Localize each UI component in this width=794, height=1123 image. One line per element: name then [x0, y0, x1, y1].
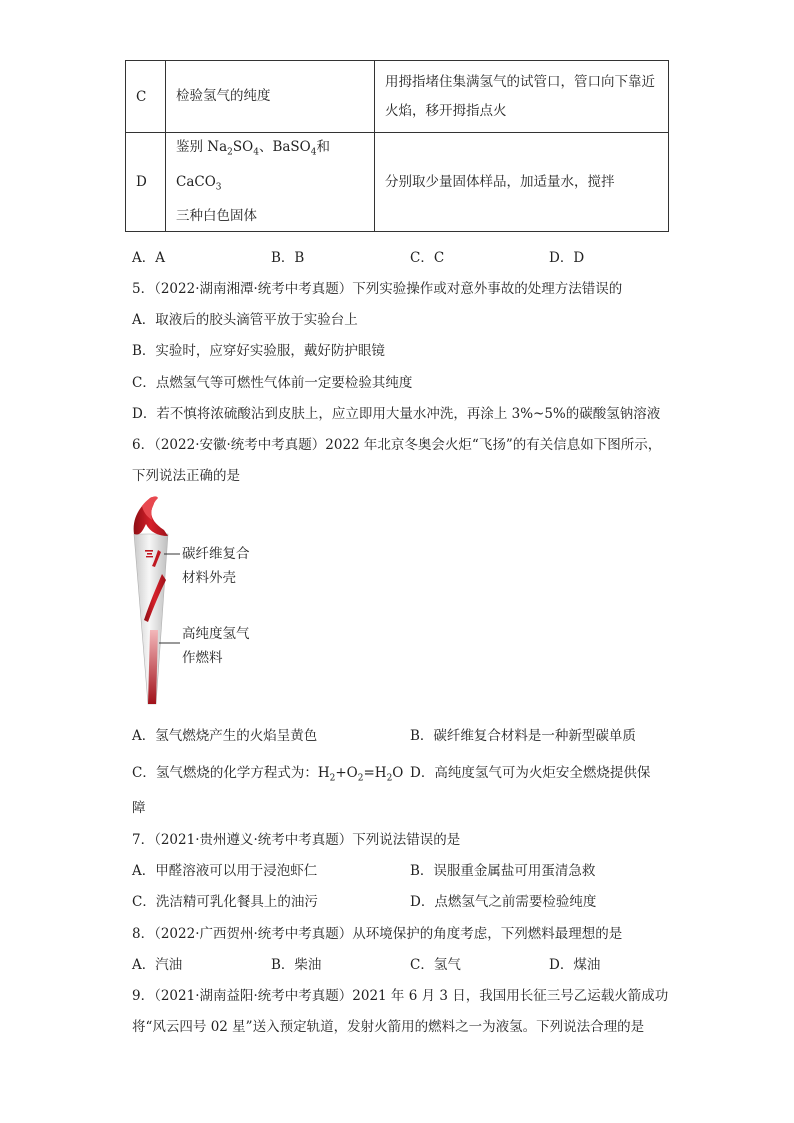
- q5-choice-c: C．点燃氢气等可燃性气体前一定要检验其纯度: [132, 375, 413, 391]
- q7-choice-b: B．误服重金属盐可用蛋清急救: [410, 863, 596, 879]
- q5-stem: 5．（2022·湖南湘潭·统考中考真题）下列实验操作或对意外事故的处理方法错误的: [132, 281, 623, 297]
- q9-stem-line1: 9．（2021·湖南益阳·统考中考真题）2021 年 6 月 3 日，我国用长征三号乙运载火箭成功: [132, 988, 669, 1004]
- q6-choice-d-line2: 障: [132, 800, 146, 816]
- q8-choice-c: C．氢气: [410, 957, 461, 973]
- q7-choice-a: A．甲醛溶液可以用于浸泡虾仁: [132, 863, 318, 879]
- q9-stem-line2: 将“风云四号 02 星”送入预定轨道，发射火箭用的燃料之一为液氢。下列说法合理的是: [132, 1019, 645, 1035]
- row-method: 用拇指堵住集满氢气的试管口，管口向下靠近 火焰，移开拇指点火: [375, 61, 669, 133]
- q7-choice-c: C．洗洁精可乳化餐具上的油污: [132, 894, 318, 910]
- q4-choice-a: A．A: [132, 250, 165, 266]
- q8-stem: 8．（2022·广西贺州·统考中考真题）从环境保护的角度考虑，下列燃料最理想的是: [132, 926, 623, 942]
- row-item: 鉴别 $Na_2SO_4$、BaSO$_4$和 CaCO$_3$ 三种白色固体: [166, 133, 375, 232]
- table-row: [126, 61, 669, 133]
- q8-choice-a: A．汽油: [132, 957, 183, 973]
- q4-choice-c: C．C: [410, 250, 445, 266]
- q6-choice-a: A．氢气燃烧产生的火焰呈黄色: [132, 728, 318, 744]
- row-item: 检验氢气的纯度: [166, 61, 375, 133]
- q8-choice-b: B．柴油: [271, 957, 322, 973]
- q5-choice-a: A．取液后的胶头滴管平放于实验台上: [132, 312, 358, 328]
- q4-choice-b: B．B: [271, 250, 305, 266]
- q5-choice-b: B．实验时，应穿好实验服，戴好防护眼镜: [132, 343, 385, 359]
- q8-choice-d: D．煤油: [549, 957, 601, 973]
- table-row: [126, 133, 669, 232]
- options-table: [125, 60, 669, 232]
- row-key: C: [126, 61, 166, 133]
- torch-label-shell: 碳纤维复合 材料外壳: [182, 546, 250, 586]
- q6-stem-line1: 6．（2022·安徽·统考中考真题）2022 年北京冬奥会火炬“飞扬”的有关信息如下图所示，: [132, 437, 662, 453]
- row-method: 分别取少量固体样品，加适量水，搅拌: [375, 133, 669, 232]
- torch-label-fuel: 高纯度氢气 作燃料: [182, 626, 250, 666]
- torch-figure: [128, 492, 258, 712]
- q7-stem: 7．（2021·贵州遵义·统考中考真题）下列说法错误的是: [132, 832, 461, 848]
- q5-choice-d: D．若不慎将浓硫酸沾到皮肤上，应立即用大量水冲洗，再涂上 3%~5%的碳酸氢钠溶液: [132, 406, 661, 422]
- q6-stem-line2: 下列说法正确的是: [132, 468, 240, 484]
- q6-choice-d: D．高纯度氢气可为火炬安全燃烧提供保: [410, 765, 651, 781]
- row-key: D: [126, 133, 166, 232]
- q4-choice-d: D．D: [549, 250, 585, 266]
- q6-choice-c: C．氢气燃烧的化学方程式为：$H_2+O_2=H_2O$: [132, 765, 404, 784]
- q7-choice-d: D．点燃氢气之前需要检验纯度: [410, 894, 597, 910]
- q6-choice-b: B．碳纤维复合材料是一种新型碳单质: [410, 728, 636, 744]
